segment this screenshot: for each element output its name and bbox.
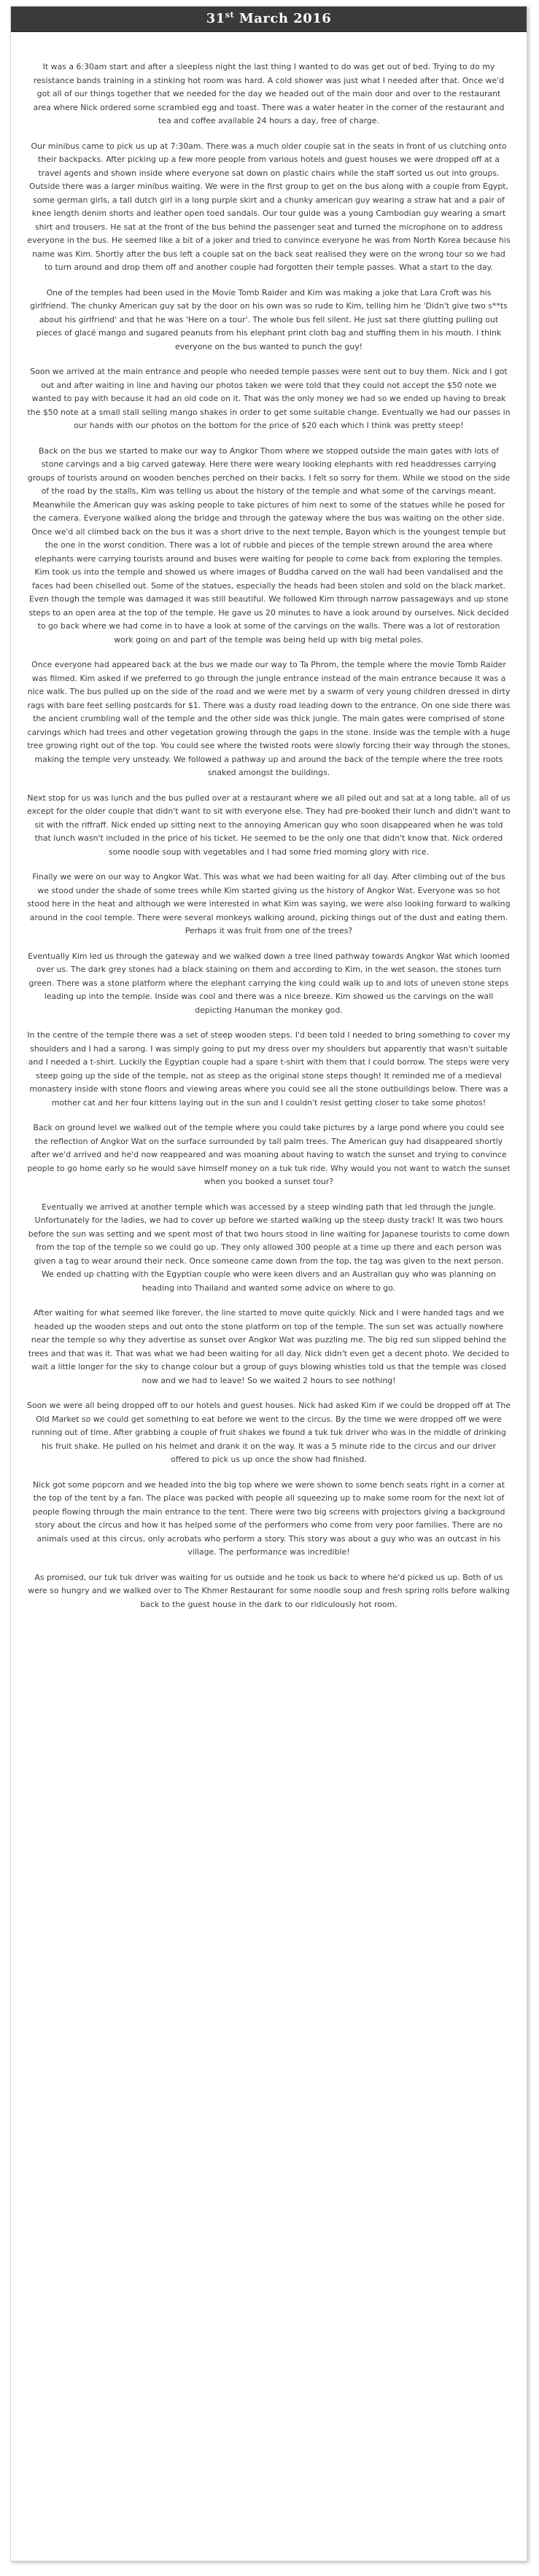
paragraph: Eventually we arrived at another temple which was accessed by a steep winding path that led through the jungle. Unfortunately for the ladies, we had to cover up before we started walking up the steep dusty track! It was two hours before the sun was setting and we spent most of that two hours stood in line waiting for Japanese tourists to come down from the top of the temple so we could go up. They only allowed 300 people at a time up there and each person was given a tag to wear around their neck. Once someone came down from the top, the tag was given to the next person. We ended up chatting with the Egyptian couple who were keen divers and an Australian guy who was planning on heading into Thailand and wanted some advice on where to go. [28,1202,510,1293]
title-day: 31 [206,11,225,26]
paragraph: Soon we arrived at the main entrance and people who needed temple passes were sent out to buy them. Nick and I got out and after waiting in line and having our photos taken we were told that they could not accept the $50 note we wanted to pay with because it had an old code on it. That was the only money we had so we ended up having to break the $50 note at a small stall selling mango shakes in order to get some suitable change. Eventually we had our passes in our hands with our photos on the bottom for the price of $20 each which I think was pretty steep! [27,367,511,430]
paragraph: After waiting for what seemed like forever, the line started to move quite quickly. Nick and I were handed tags and we headed up the wooden steps and out onto the stone platform on top of the temple. The sun set was actually nowhere near the temple so why they advertise as sunset over Angkor Wat was puzzling me. The big red sun slipped behind the trees and that was it. That was what we had been waiting for all day. Nick didn't even get a decent photo. We decided to wait a little longer for the sky to change colour but a group of guys blowing whistles told us that the temple was closed now and we had to leave! So we waited 2 hours to see nothing! [28,1308,510,1385]
paragraph: Finally we were on our way to Angkor Wat. This was what we had been waiting for all day. After climbing out of the bus we stood under the shade of some trees while Kim started giving us the history of Angkor Wat. Everyone was so hot stood here in the heat and although we were interested in what Kim was saying, we were also looking forward to walking around in the cool temple. There were several monkeys walking around, picking things out of the dust and eating them. Perhaps it was fruit from one of the trees? [27,872,511,935]
paragraph: Soon we were all being dropped off to our hotels and guest houses. Nick had asked Kim if we could be dropped off at The Old Market so we could get something to eat before we went to the circus. By the time we were dropped off we were running out of time. After grabbing a couple of fruit shakes we found a tuk tuk driver who was in the middle of drinking his fruit shake. He pulled on his helmet and drank it on the way. It was a 5 minute ride to the circus and our driver offered to pick us up once the show had finished. [27,1401,511,1464]
title-day-suffix: st [225,10,235,20]
paragraph: Once everyone had appeared back at the bus we made our way to Ta Phrom, the temple where the movie Tomb Raider was filmed. Kim asked if we preferred to go through the jungle entrance instead of the main entrance because it was a nice walk. The bus pulled up on the side of the road and we were met by a swarm of very young children dressed in dirty rags with bare feet selling postcards for $1. There was a dusty road leading down to the entrance. On one side there was the ancient crumbling wall of the temple and the other side was thick jungle. The main gates were comprised of stone carvings which had trees and other vegetation growing through the gaps in the stone. Inside was the temple with a huge tree growing right out of the top. You could see where the twisted roots were slowly forcing their way through the stones, making the temple very unsteady. We followed a pathway up and around the back of the temple where the tree roots snaked amongst the buildings. [27,660,511,777]
paragraph: Back on ground level we walked out of the temple where you could take pictures by a large pond where you could see the reflection of Angkor Wat on the surface surrounded by tall palm trees. The American guy had disappeared shortly after we'd arrived and he'd now reappeared and was moaning about having to watch the sunset and trying to convince people to go home early so he would save himself money on a tuk tuk ride. Why would you not want to watch the sunset when you booked a sunset tour? [27,1123,511,1186]
paragraph: Back on the bus we started to make our way to Angkor Thom where we stopped outside the main gates with lots of stone carvings and a big carved gateway. Here there were weary looking elephants with red headdresses carrying groups of tourists around on wooden benches perched on their backs. I felt so sorry for them. While we stood on the side of the road by the stalls, Kim was telling us about the history of the temple and what some of the carvings meant. Meanwhile the American guy was asking people to take pictures of him next to some of the statues while he posed for the camera. Everyone walked along the bridge and through the gateway where the bus was waiting on the other side. Once we'd all climbed back on the bus it was a short drive to the next temple, Bayon which is the youngest temple but the one in the worst condition. There was a lot of rubble and pieces of the temple strewn around the area where elephants were carrying tourists around and buses were waiting for people to come back from exploring the temples. Kim took us into the temple and showed us where images of Buddha carved on the wall had been vandalised and the faces had been chiselled out. Some of the statues, especially the heads had been stolen and sold on the black market. Even though the temple was damaged it was still beautiful. We followed Kim through narrow passageways and up stone steps to an open area at the top of the temple. He gave us 20 minutes to have a look around by ourselves. Nick decided to go back where we had come in to have a look at some of the carvings on the walls. There was a lot of restoration work going on and part of the temple was being held up with big metal poles. [27,445,511,645]
paragraph: As promised, our tuk tuk driver was waiting for us outside and he took us back to where he'd picked us up. Both of us were so hungry and we walked over to The Khmer Restaurant for some noodle soup and fresh spring rolls before walking back to the guest house in the dark to our ridiculously hot room. [28,1572,510,1609]
title-banner [11,7,527,32]
paragraph: Eventually Kim led us through the gateway and we walked down a tree lined pathway towards Angkor Wat which loomed over us. The dark grey stones had a black staining on them and according to Kim, in the wet season, the stones turn green. There was a stone platform where the elephant carrying the king could walk up to and lots of uneven stone steps leading up into the temple. Inside was cool and there was a nice breeze. Kim showed us the carvings on the wall depicting Hanuman the monkey god. [28,951,510,1015]
paragraph: It was a 6:30am start and after a sleepless night the last thing I wanted to do was get out of bed. Trying to do my resistance bands training in a stinking hot room was hard. A cold shower was just what I needed after that. Once we'd got all of our things together that we needed for the day we headed out of the main door and over to the restaurant area where Nick ordered some scrambled egg and toast. There was a water heater in the corner of the restaurant and tea and coffee available 24 hours a day, free of charge. [33,62,505,125]
journal-body [11,61,527,1623]
journal-page [10,6,527,2561]
paragraph: Next stop for us was lunch and the bus pulled over at a restaurant where we all piled out and sat at a long table, all of us except for the older couple that didn't want to sit with everyone else. They had pre-booked their lunch and didn't want to sit with the riffraff. Nick ended up sitting next to the annoying American guy who soon disappeared when he was told that lunch wasn't included in the price of his ticket. He seemed to be the only one that didn't know that. Nick ordered some noodle soup with vegetables and I had some fried morning glory with rice. [27,793,511,857]
paragraph: One of the temples had been used in the Movie Tomb Raider and Kim was making a joke that Lara Croft was his girlfriend. The chunky American guy sat by the door on his own was so rude to Kim, telling him he 'Didn't give two s**ts about his girlfriend' and that he was 'Here on a tour'. The whole bus fell silent. He just sat there glutting pulling out pieces of glacé mango and sugared peanuts from his elephant print cloth bag and stuffing them in his mouth. I think everyone on the bus wanted to punch the guy! [30,287,508,351]
title-month-year: March 2016 [234,11,332,26]
page-title [11,10,527,26]
paragraph: In the centre of the temple there was a set of steep wooden steps. I'd been told I needed to bring something to cover my shoulders and I had a sarong. I was simply going to put my dress over my shoulders but apparently that wasn't suitable and I needed a t-shirt. Luckily the Egyptian couple had a spare t-shirt with them that I could borrow. The steps were very steep going up the side of the temple, not as steep as the original stone steps though! It reminded me of a medieval monastery inside with stone floors and viewing areas where you could see all the stone outbuildings below. There was a mother cat and her four kittens laying out in the sun and I couldn't resist getting closer to take some photos! [27,1030,511,1108]
paragraph: Nick got some popcorn and we headed into the big top where we were shown to some bench seats right in a corner at the top of the tent by a fan. The place was packed with people all squeezing up to make some room for the next lot of people flowing through the main entrance to the tent. There were two big screens with projectors giving a background story about the circus and how it has helped some of the performers who come from very poor families. There are no animals used at this circus, only acrobats who perform a story. This story was about a guy who was an outcast in his village. The performance was incredible! [32,1479,505,1557]
paragraph: Our minibus came to pick us up at 7:30am. There was a much older couple sat in the seats in front of us clutching onto their backpacks. After picking up a few more people from various hotels and guest houses we were dropped off at a travel agents and shown inside where everyone sat down on plastic chairs while the staff sorted us out into groups. Outside there was a larger minibus waiting. We were in the first group to get on the bus along with a couple from Egypt, some german girls, a tall dutch girl in a long purple skirt and a chunky american guy wearing a straw hat and a pair of knee length denim shorts and leather open toed sandals. Our tour guide was a young Cambodian guy wearing a smart shirt and trousers. He sat at the front of the bus behind the passenger seat and turned the microphone on to address everyone in the bus. He seemed like a bit of a joker and tried to convince everyone he was from North Korea because his name was Kim. Shortly after the bus left a couple sat on the back seat realised they were on the wrong tour so we had to turn around and drop them off and another couple had forgotten their temple passes. What a start to the day. [27,141,511,272]
